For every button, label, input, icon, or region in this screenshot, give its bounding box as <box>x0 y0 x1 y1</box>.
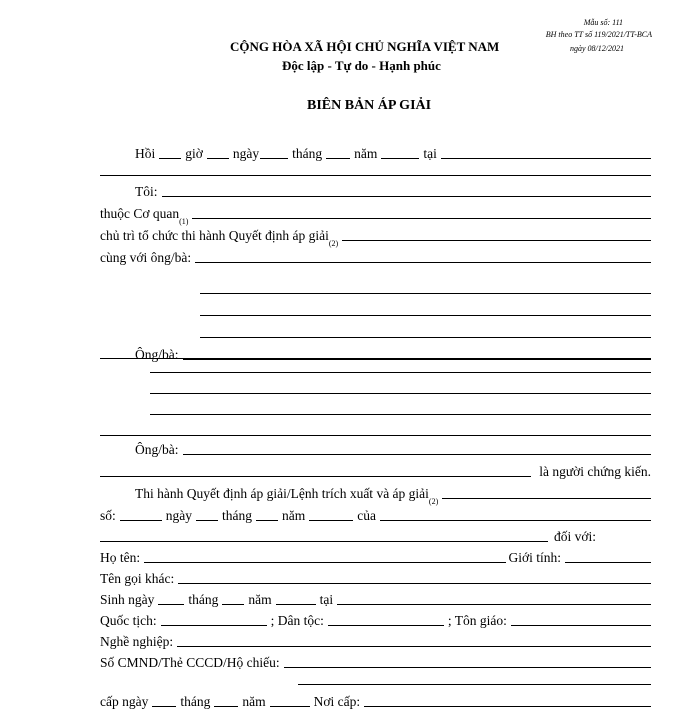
nam-label: năm <box>354 146 378 161</box>
toi-field[interactable] <box>162 196 652 197</box>
person-1-row <box>135 343 651 363</box>
toi-row <box>135 180 651 200</box>
decision-label: Thi hành Quyết định áp giải/Lệnh trích xuất và áp giải <box>135 486 429 501</box>
id-line-2[interactable] <box>298 684 651 685</box>
issuer-field-2[interactable] <box>100 541 548 542</box>
nationality-row <box>100 609 651 629</box>
issue-month-field[interactable] <box>214 706 238 707</box>
witness-suffix: là người chứng kiến. <box>539 464 651 479</box>
issue-thang-label: tháng <box>180 694 211 709</box>
witness-field[interactable] <box>183 454 652 455</box>
cua-label: của <box>357 508 376 523</box>
national-motto: Độc lập - Tự do - Hạnh phúc <box>282 58 441 73</box>
cap-ngay-label: cấp ngày <box>100 694 149 709</box>
issue-date: ngày 08/12/2021 <box>570 44 624 53</box>
hour-field[interactable] <box>159 158 181 159</box>
decision-row: Thi hành Quyết định áp giải/Lệnh trích xuất và áp giải (2) <box>135 482 651 502</box>
birthplace-field[interactable] <box>337 604 651 605</box>
dob-month-field[interactable] <box>222 604 244 605</box>
noi-cap-label: Nơi cấp: <box>313 694 361 709</box>
person-1-label: Ông/bà: <box>135 347 179 362</box>
issue-day-field[interactable] <box>152 706 176 707</box>
witness-row-2 <box>100 460 651 480</box>
dob-tai-label: tại <box>319 592 334 607</box>
accompany-line-2[interactable] <box>200 293 651 294</box>
gioi-tinh-label: Giới tính: <box>508 550 561 565</box>
time-place-row <box>135 142 651 162</box>
name-row <box>100 546 651 566</box>
minute-field[interactable] <box>207 158 229 159</box>
day-field[interactable] <box>260 158 288 159</box>
gender-field[interactable] <box>565 562 651 563</box>
alias-field[interactable] <box>178 583 651 584</box>
id-field[interactable] <box>284 667 651 668</box>
occupation-field[interactable] <box>177 646 651 647</box>
decision-number-row <box>100 504 651 524</box>
religion-field[interactable] <box>511 625 651 626</box>
ethnicity-field[interactable] <box>328 625 444 626</box>
alias-row <box>100 567 651 587</box>
person-1-line-3[interactable] <box>150 393 651 394</box>
subject-row <box>100 525 651 545</box>
hoi-label: Hồi <box>135 146 156 161</box>
nationality-field[interactable] <box>161 625 267 626</box>
agency-label: thuộc Cơ quan <box>100 206 180 221</box>
thang-label: tháng <box>292 146 323 161</box>
decision-nam-label: năm <box>282 508 306 523</box>
decision-day-field[interactable] <box>196 520 218 521</box>
id-label: Số CMND/Thẻ CCCD/Hộ chiếu: <box>100 655 280 670</box>
id-row <box>100 651 651 671</box>
doi-voi-label: đối với: <box>553 529 596 544</box>
accompany-line-3[interactable] <box>200 315 651 316</box>
agency-row: thuộc Cơ quan (1) <box>100 202 651 222</box>
so-label: số: <box>100 508 116 523</box>
ho-ten-label: Họ tên: <box>100 550 141 565</box>
accompany-field[interactable] <box>195 262 651 263</box>
person-1-line-2[interactable] <box>150 372 651 373</box>
toi-label: Tôi: <box>135 184 158 199</box>
gio-label: giờ <box>185 146 203 161</box>
document-title: BIÊN BẢN ÁP GIẢI <box>307 98 432 113</box>
month-field[interactable] <box>326 158 350 159</box>
dob-thang-label: tháng <box>188 592 219 607</box>
issue-row <box>100 690 651 710</box>
nghe-nghiep-label: Nghề nghiệp: <box>100 634 174 649</box>
decision-field[interactable] <box>442 498 651 499</box>
decision-number-field[interactable] <box>120 520 162 521</box>
decision-thang-label: tháng <box>222 508 253 523</box>
witness-label: Ông/bà: <box>135 442 179 457</box>
ton-giao-label: ; Tôn giáo: <box>447 613 507 628</box>
witness-row <box>135 438 651 458</box>
accompany-label: cùng với ông/bà: <box>100 250 192 265</box>
person-1-line-5[interactable] <box>100 435 651 436</box>
lead-label: chủ trì tổ chức thi hành Quyết định áp giải <box>100 228 329 243</box>
sinh-ngay-label: Sinh ngày <box>100 592 155 607</box>
issue-place-field[interactable] <box>364 706 651 707</box>
dob-row <box>100 588 651 608</box>
dob-year-field[interactable] <box>276 604 316 605</box>
year-field[interactable] <box>381 158 419 159</box>
lead-row: chủ trì tổ chức thi hành Quyết định áp giải (2) <box>100 224 651 244</box>
tai-label: tại <box>423 146 437 161</box>
issuer-field[interactable] <box>380 520 651 521</box>
quoc-tich-label: Quốc tịch: <box>100 613 157 628</box>
form-code: Mẫu số: 111 <box>583 18 623 27</box>
dob-day-field[interactable] <box>158 604 184 605</box>
person-1-field[interactable] <box>183 359 652 360</box>
lead-field[interactable] <box>342 240 651 241</box>
person-1-line-4[interactable] <box>150 414 651 415</box>
place-field[interactable] <box>441 158 651 159</box>
decision-year-field[interactable] <box>309 520 353 521</box>
decision-ngay-label: ngày <box>165 508 193 523</box>
issue-year-field[interactable] <box>270 706 310 707</box>
ngay-label: ngày <box>232 146 260 161</box>
occupation-row <box>100 630 651 650</box>
dob-nam-label: năm <box>248 592 272 607</box>
issue-nam-label: năm <box>242 694 266 709</box>
decision-month-field[interactable] <box>256 520 278 521</box>
accompany-line-4[interactable] <box>200 337 651 338</box>
dan-toc-label: ; Dân tộc: <box>270 613 324 628</box>
agency-field[interactable] <box>192 218 651 219</box>
accompany-row <box>100 246 651 266</box>
place-continuation-line[interactable] <box>100 175 651 176</box>
alias-label: Tên gọi khác: <box>100 571 175 586</box>
country-name: CỘNG HÒA XÃ HỘI CHỦ NGHĨA VIỆT NAM <box>230 39 500 54</box>
full-name-field[interactable] <box>144 562 506 563</box>
legal-basis: BH theo TT số 119/2021/TT-BCA <box>545 30 652 39</box>
witness-field-2[interactable] <box>100 476 531 477</box>
